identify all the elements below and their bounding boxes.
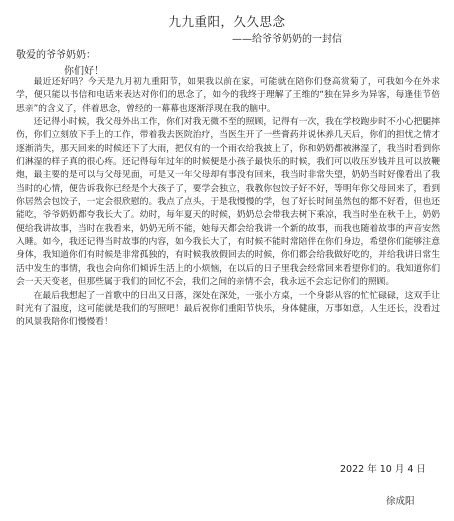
letter-body xyxy=(16,76,440,330)
letter-title: 九九重阳，久久思念 xyxy=(168,14,286,29)
body-paragraph-3: 在最后我想起了一首歌中的日出又日落，深处在深处，一张小方桌，一个身影从容的忙忙碌碌，这双手让时光有了温度，这可能就是我们的写照吧！最后祝你们重阳节快乐，身体健康，万事如意，人生还长，没看过的风景我陪你们慢慢看！ xyxy=(16,290,440,328)
body-paragraph-2: 还记得小时候，我父母外出工作，你们对我无微不至的照顾，记得有一次，我在学校跑步时不小心把腿摔伤，你们立刻放下手上的工作，带着我去医院治疗，当医生开了一些膏药并说休养几天后，你们的担忧之情才逐渐消失，那天回来的时候还下了大雨，把仅有的一个雨衣给我披上了，你和奶奶都被淋湿了，我当时看到你们淋湿的样子真的很心疼。还记得每年过年的时候便是小孩子最快乐的时候，我们可以收压岁钱并且可以放鞭炮，最主要的是可以与父母见面，可是又一年父母却有事没有回来，我当时非常失望，奶奶当时好像看出了我当时的心情，便告诉我你已经是个大孩子了，要学会独立，我教你包饺子好不好，等明年你父母回来了，看到你居然会包饺子，一定会很欣慰的。我点了点头，于是我慢慢的学，包了好长时间虽然包的都不好看，但也还能吃，爷爷奶奶都夸我长大了。幼时，每年夏天的时候，奶奶总会带我去树下乘凉，我当时坐在秋千上，奶奶便给我讲故事，当时在我看来，奶奶无所不能，她每天都会给我讲一个新的故事，而我也随着故事的声音安然入睡。如今，我还记得当时故事的内容，如今我长大了，有时候不能时常陪伴在你们身边，希望你们能够注意身体，我知道你们有时候是非常孤独的，有时候我放假回去的时候，你们都会给我做好吃的，并给我讲日常生活中发生的事情，我也会向你们倾诉生活上的小烦恼，在以后的日子里我会经常回来看望你们的。我知道你们会一天天变老，但那些属于我们的回忆不会，我们之间的亲情不会，我永远不会忘记你们的照顾。 xyxy=(16,117,440,288)
letter-date: 2022 年 10 月 4 日 xyxy=(340,464,426,475)
letter-greeting: 你们好！ xyxy=(64,66,104,77)
letter-subtitle: ——给爷爷奶奶的一封信 xyxy=(232,34,342,45)
letter-signature: 徐成阳 xyxy=(386,496,415,507)
letter-salutation: 敬爱的爷爷奶奶： xyxy=(16,50,96,61)
body-paragraph-1: 最近还好吗？今天是九月初九重阳节，如果我以前在家，可能就在陪你们登高赏菊了，可我如今在外求学，便只能以书信和电话来表达对你们的思念了，如今的我终于理解了王维的“独在异乡为异客，每逢佳节倍思亲”的含义了，伴着思念，曾经的一幕幕也逐渐浮现在我的脑中。 xyxy=(16,77,440,114)
